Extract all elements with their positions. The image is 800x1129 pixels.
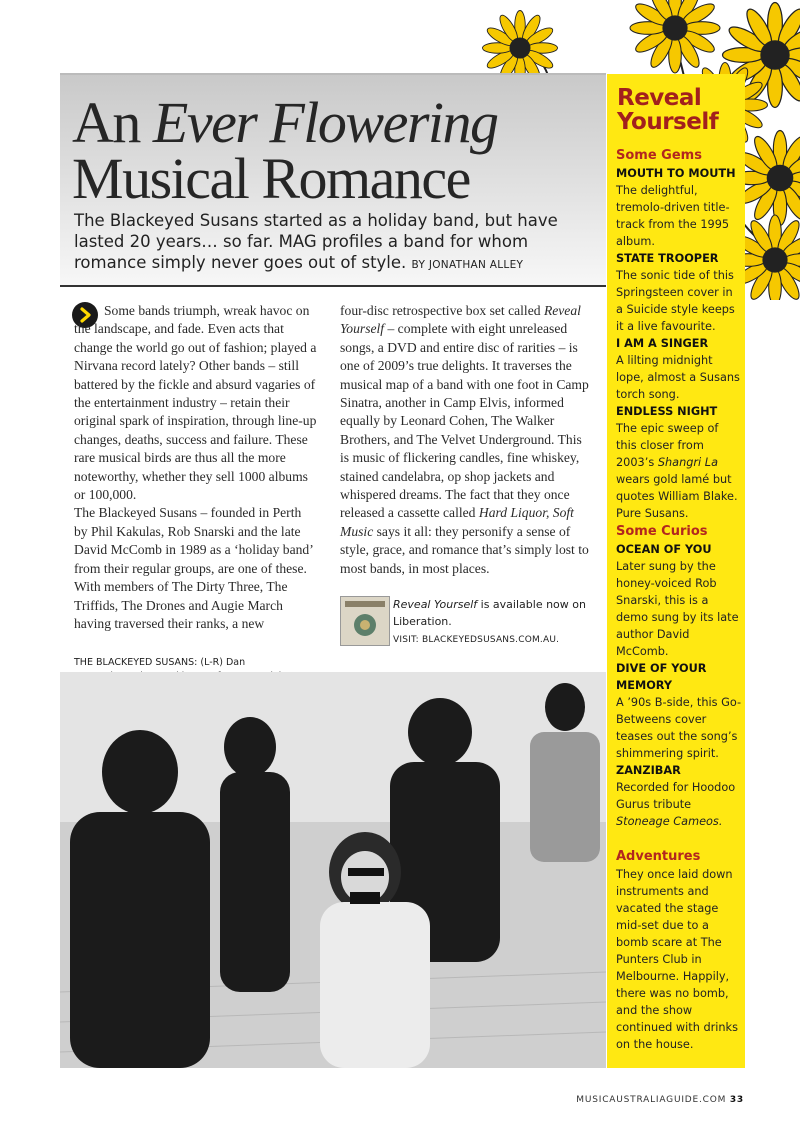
album-url: VISIT: BLACKEYEDSUSANS.COM.AU. (393, 635, 560, 645)
sidebar-title: Reveal Yourself (617, 85, 719, 135)
page-number: 33 (729, 1095, 744, 1105)
curio-title: OCEAN OF YOU (616, 543, 712, 556)
photo-caption: THE BLACKEYED SUSANS: (L-R) Dan (74, 657, 246, 668)
sidebar-curios-heading: Some Curios (616, 524, 708, 539)
gem-title: MOUTH TO MOUTH (616, 167, 736, 180)
article-title: An Ever Flowering Musical Romance (72, 90, 498, 211)
sidebar-curios-section (616, 523, 742, 830)
header-top-rule (60, 73, 606, 75)
gem-description: A lilting midnight lope, almost a Susans torch song. (616, 354, 740, 401)
gem-description: The sonic tide of this Springsteen cover in a Suicide style keeps it a live favourite. (616, 269, 735, 333)
curio-title: DIVE OF YOUR MEMORY (616, 662, 707, 692)
curio-title: ZANZIBAR (616, 764, 681, 777)
page-footer (576, 1095, 744, 1105)
gem-title: ENDLESS NIGHT (616, 405, 718, 418)
body-column-1 (74, 302, 318, 633)
adventures-text: They once laid down instruments and vacated the stage mid-set due to a bomb scare at The Punters Club in Melbourne. Happily, there was no bomb, and the show continued with drinks on the house. (616, 868, 738, 1051)
header-bottom-rule (60, 285, 606, 287)
band-photo (60, 672, 606, 1068)
curio-description: A ’90s B-side, this Go-Betweens cover teases out the song’s shimmering spirit. (616, 696, 742, 760)
album-availability-note: Reveal Yourself is available now on Liberation. VISIT: BLACKEYEDSUSANS.COM.AU. (393, 598, 586, 645)
sidebar-gems-section (616, 147, 742, 522)
sidebar-adventures-heading: Adventures (616, 849, 701, 864)
gem-description: The epic sweep of this closer from 2003’s Shangri La wears gold lamé but quotes William Blake. Pure Susans. (616, 422, 738, 520)
body-column-2: four-disc retrospective box set called Reveal Yourself – complete with eight unreleased songs, a DVD and entire disc of rarities – is one of 2009’s true delights. It traverses the musical map of a band with one foot in Camp Sinatra, another in Camp Elvis, informed equally by Leonard Cohen, The Walker Brothers, and The Velvet Underground. This is music of flickering candles, fine whiskey, stained candelabra, op shop jackets and whispered dreams. The fact that they once released a cassette called Hard Liquor, Soft Music says it all: they personify a sense of style, grace, and romance that’s simply lost to most bands, in most places. (340, 303, 589, 576)
gem-description: The delightful, tremolo-driven title-track from the 1995 album. (616, 184, 730, 248)
byline: BY JONATHAN ALLEY (411, 259, 524, 271)
gem-title: I AM A SINGER (616, 337, 709, 350)
footer-site: MUSICAUSTRALIAGUIDE.COM (576, 1095, 727, 1105)
curio-description: Recorded for Hoodoo Gurus tribute Stoneage Cameos. (616, 781, 736, 828)
curio-description: Later sung by the honey-voiced Rob Snarski, this is a demo sung by its late author David McComb. (616, 560, 739, 658)
gem-title: STATE TROOPER (616, 252, 719, 265)
body-paragraph-1: Some bands triumph, wreak havoc on the landscape, and fade. Even acts that change the world go out of fashion; played a Nirvana record lately? Other bands – still battered by the fickle and absurd vagaries of the entertainment industry – retain their original spark of inspiration, through line-up changes, deaths, success and failure. These rare musical birds are thus all the more noteworthy, whether they sell 1000 albums or 100,000. (74, 303, 317, 503)
sidebar-gems-heading: Some Gems (616, 148, 702, 163)
article-standfirst: The Blackeyed Susans started as a holiday band, but have lasted 20 years… so far. MAG profiles a band for whom romance simply never goes out of style. BY JONATHAN ALLEY (74, 211, 558, 272)
sunflower-icon (630, 0, 720, 73)
sidebar-adventures-section (616, 848, 742, 1053)
body-paragraph-2: The Blackeyed Susans – founded in Perth by Phil Kakulas, Rob Snarski and the late David McComb in 1989 as a ‘holiday band’ from their regular groups, are one of these. With members of The Dirty Three, The Triffids, The Drones and Augie March having traversed their ranks, a new (74, 505, 313, 631)
album-cover-image (340, 596, 390, 646)
